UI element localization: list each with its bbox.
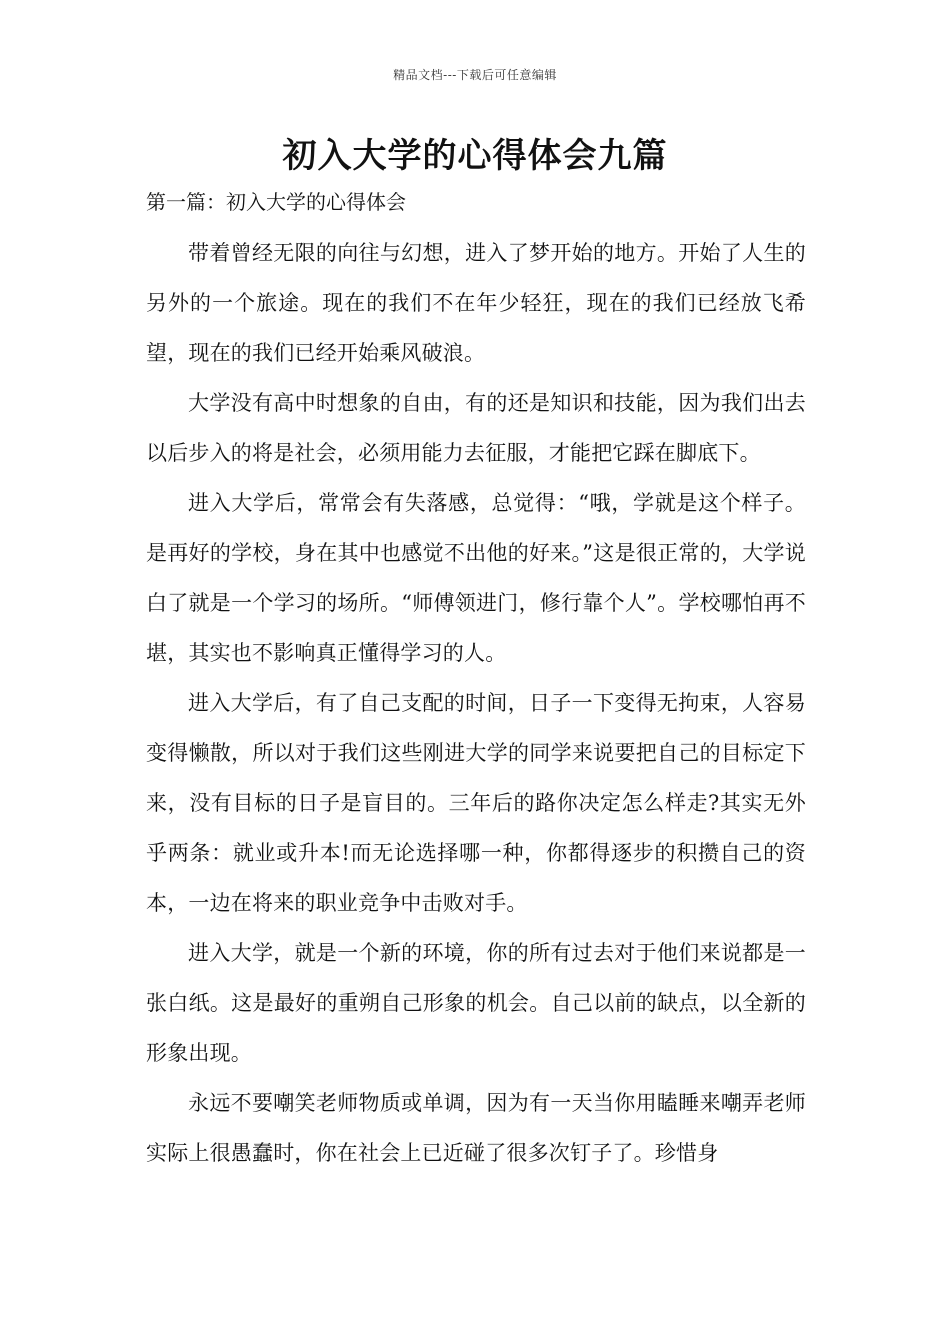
paragraph: 大学没有高中时想象的自由，有的还是知识和技能，因为我们出去以后步入的将是社会，必须用能力去征服，才能把它踩在脚底下。 [146,391,806,465]
paragraph: 进入大学，就是一个新的环境，你的所有过去对于他们来说都是一张白纸。这是最好的重朔自己形象的机会。自己以前的缺点，以全新的形象出现。 [146,941,806,1065]
document-body [146,228,806,1178]
paragraph: 带着曾经无限的向往与幻想，进入了梦开始的地方。开始了人生的另外的一个旅途。现在的我们不在年少轻狂，现在的我们已经放飞希望，现在的我们已经开始乘风破浪。 [146,241,806,365]
document-title: 初入大学的心得体会九篇 [282,136,668,176]
paragraph: 进入大学后，有了自己支配的时间，日子一下变得无拘束，人容易变得懒散，所以对于我们这些刚进大学的同学来说要把自己的目标定下来，没有目标的日子是盲目的。三年后的路你决定怎么样走?其实无外乎两条：就业或升本!而无论选择哪一种，你都得逐步的积攒自己的资本，一边在将来的职业竞争中击败对手。 [146,691,806,915]
paragraph: 永远不要嘲笑老师物质或单调，因为有一天当你用瞌睡来嘲弄老师实际上很愚蠢时，你在社会上已近碰了很多次钉子了。珍惜身 [146,1091,806,1165]
paragraph: 进入大学后，常常会有失落感，总觉得：“哦，学就是这个样子。是再好的学校，身在其中也感觉不出他的好来。”这是很正常的，大学说白了就是一个学习的场所。“师傅领进门，修行靠个人”。学校哪怕再不堪，其实也不影响真正懂得学习的人。 [146,491,806,665]
header-note: 精品文档---下载后可任意编辑 [393,68,557,82]
section-heading: 第一篇：初入大学的心得体会 [146,190,406,214]
